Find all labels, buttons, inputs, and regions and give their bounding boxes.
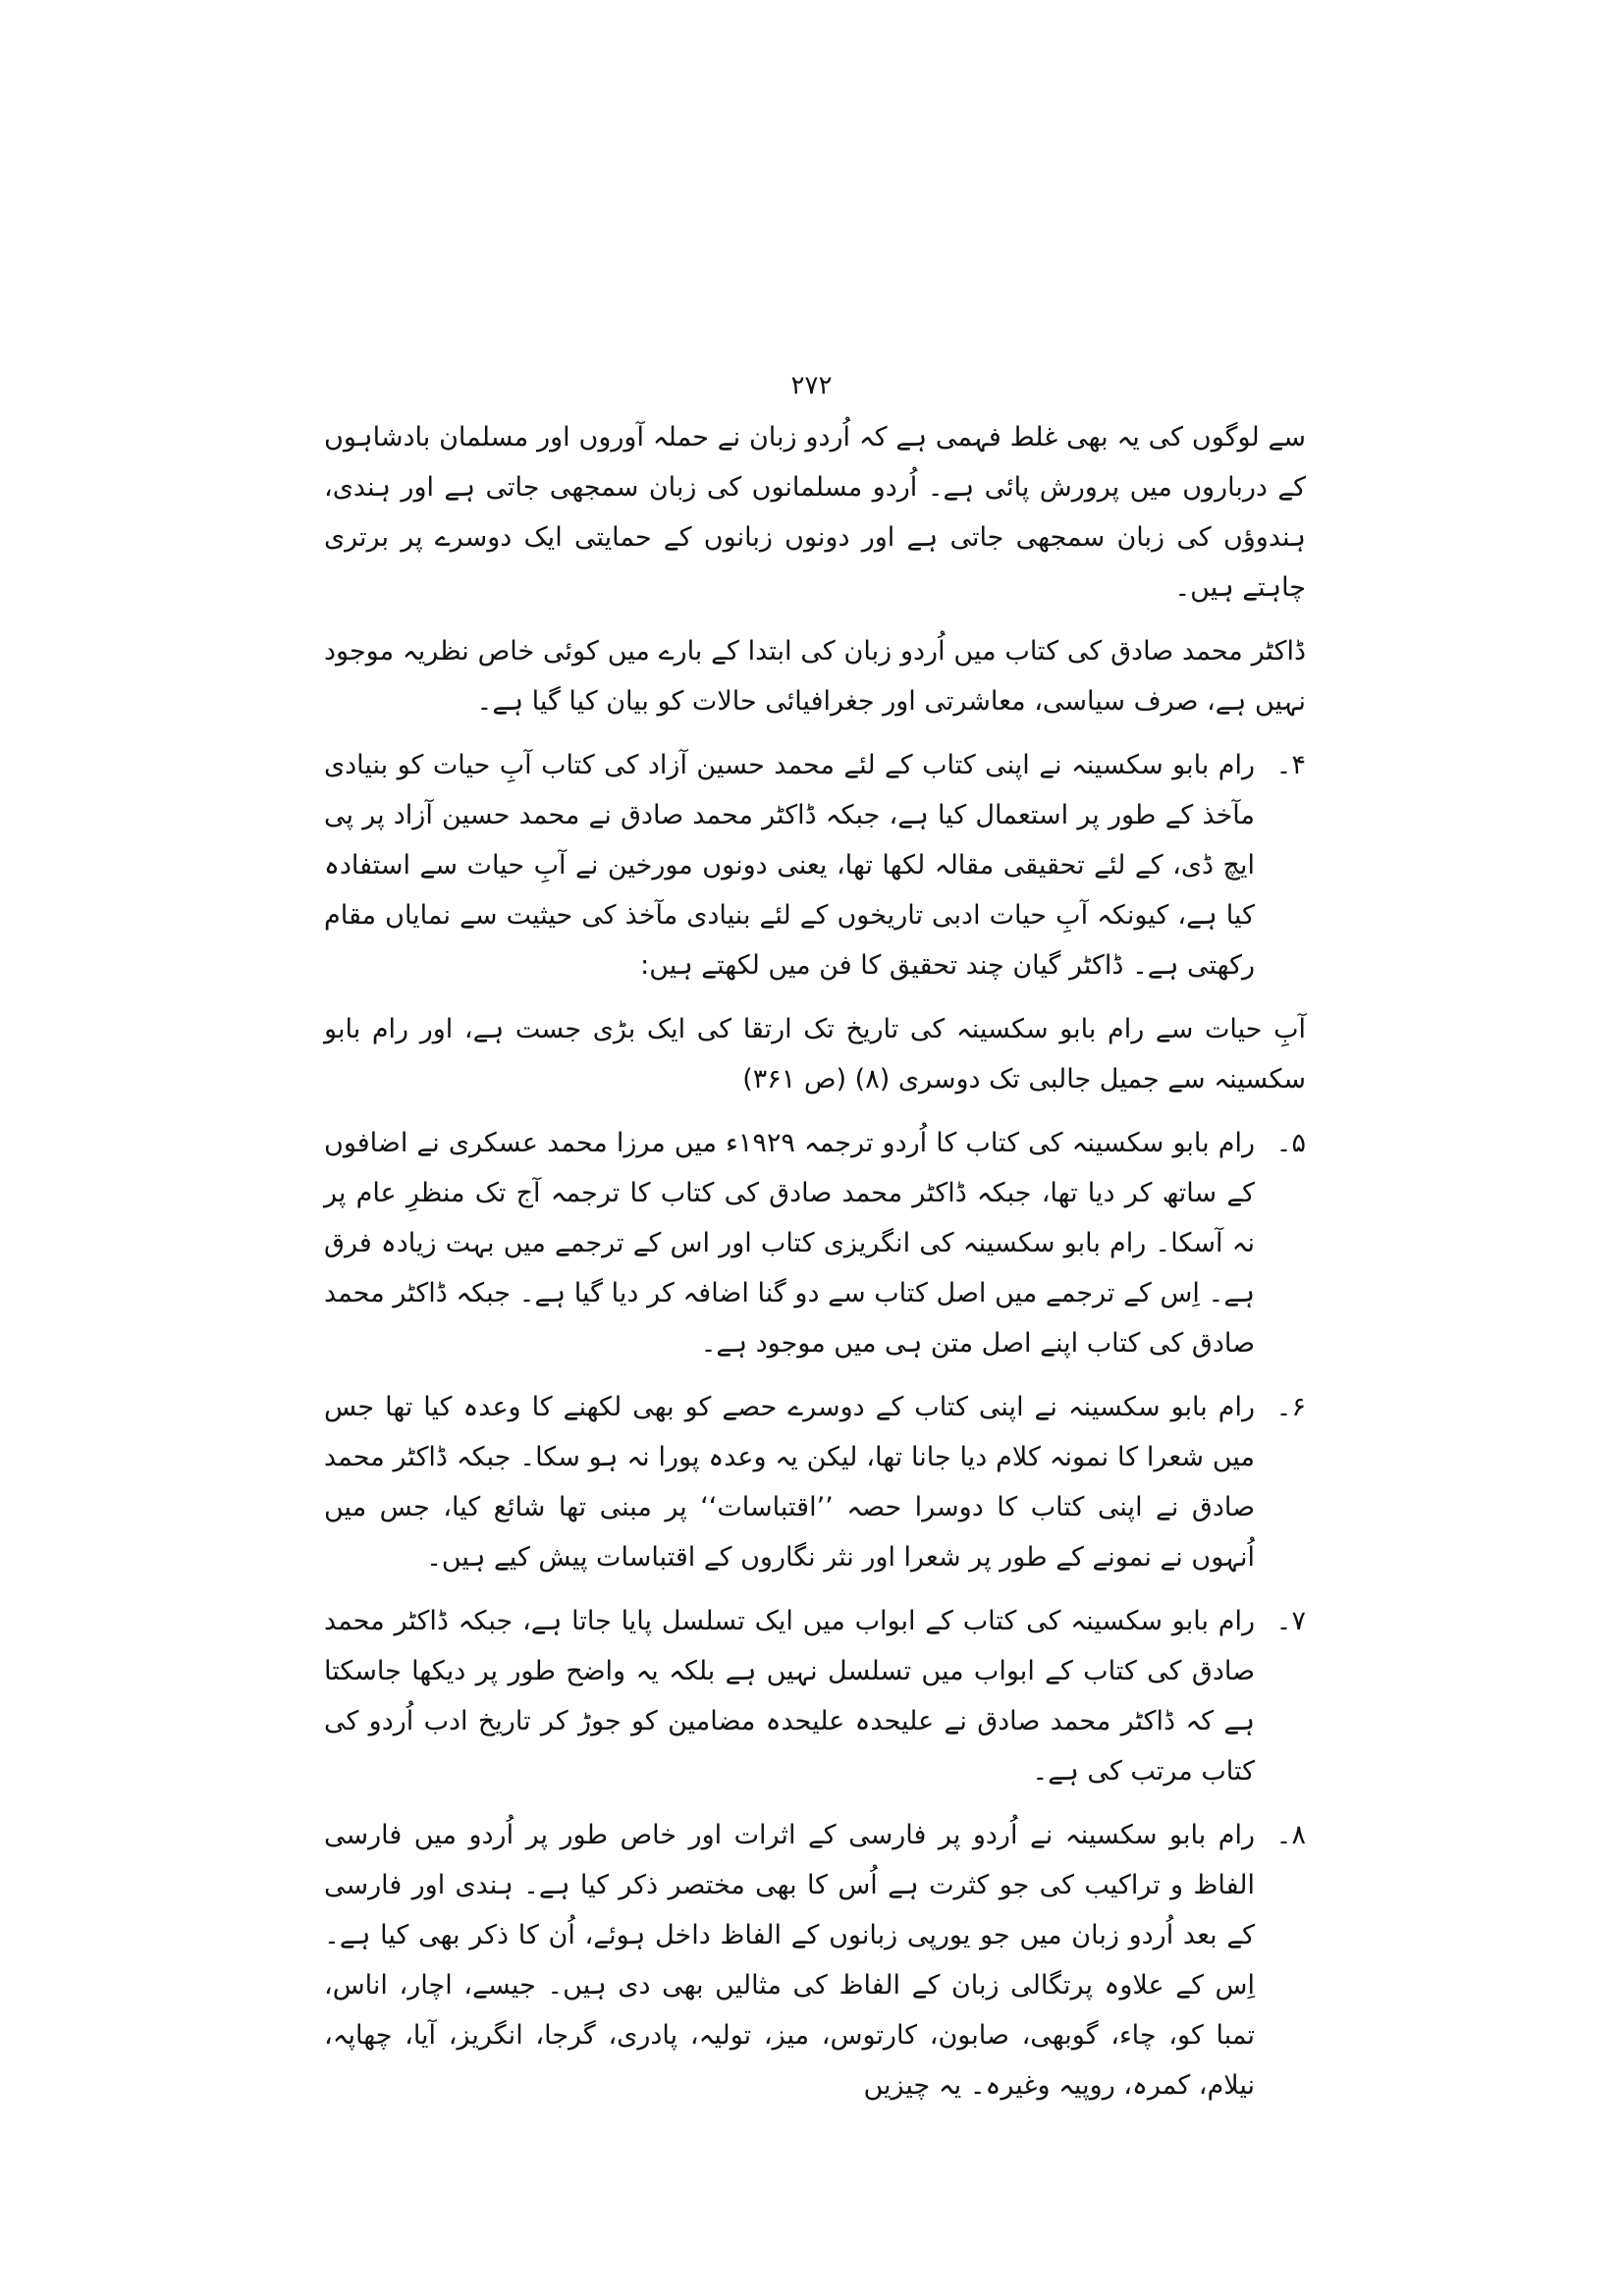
list-item-number: ۷۔ [1275,1606,1306,1636]
list-item-number: ۴۔ [1275,750,1306,780]
page-number: ۲۷۲ [790,371,833,400]
list-item-text: رام بابو سکسینہ نے اپنی کتاب کے دوسرے حصے کو بھی لکھنے کا وعدہ کیا تھا جس میں شعرا کا نمونہ کلام دیا جانا تھا، لیکن یہ وعدہ پورا نہ ہو سکا۔ جبکہ ڈاکٹر محمد صادق نے اپنی کتاب کا دوسرا حصہ ’’اقتباسات‘‘ پر مبنی تھا شائع کیا، جس میں اُنہوں نے نمونے کے طور پر شعرا اور نثر نگاروں کے اقتباسات پیش کیے ہیں۔ [324,1392,1255,1573]
list-item-number: ۸۔ [1275,1820,1306,1850]
block-quote: آبِ حیات سے رام بابو سکسینہ کی تاریخ تک ارتقا کی ایک بڑی جست ہے، اور رام بابو سکسینہ سے جمیل جالبی تک دوسری (۸) (ص ۳۶۱) [324,1014,1306,1095]
list-item-6 [324,1382,1306,1582]
paragraph-gap [324,990,1306,1004]
paragraph-gap [324,1796,1306,1810]
second-paragraph: ڈاکٹر محمد صادق کی کتاب میں اُردو زبان کی ابتدا کے بارے میں کوئی خاص نظریہ موجود نہیں ہے، صرف سیاسی، معاشرتی اور جغرافیائی حالات کو بیان کیا گیا ہے۔ [324,636,1306,717]
list-item-number: ۵۔ [1275,1128,1306,1158]
list-item-4 [324,740,1306,990]
list-item-5 [324,1118,1306,1368]
list-item-number: ۶۔ [1275,1392,1306,1422]
paragraph-gap [324,613,1306,626]
list-item-text: رام بابو سکسینہ کی کتاب کے ابواب میں ایک تسلسل پایا جاتا ہے، جبکہ ڈاکٹر محمد صادق کی کتاب کے ابواب میں تسلسل نہیں ہے بلکہ یہ واضح طور پر دیکھا جاسکتا ہے کہ ڈاکٹر محمد صادق نے علیحدہ علیحدہ مضامین کو جوڑ کر تاریخ ادب اُردو کی کتاب مرتب کی ہے۔ [324,1606,1255,1787]
list-item-text: رام بابو سکسینہ نے اُردو پر فارسی کے اثرات اور خاص طور پر اُردو میں فارسی الفاظ و تراکیب کی جو کثرت ہے اُس کا بھی مختصر ذکر کیا ہے۔ ہندی اور فارسی کے بعد اُردو زبان میں جو یورپی زبانوں کے الفاظ داخل ہوئے، اُن کا ذکر بھی کیا ہے۔ اِس کے علاوہ پرتگالی زبان کے الفاظ کی مثالیں بھی دی ہیں۔ جیسے، اچار، اناس، تمبا کو، چاء، گوبھی، صابون، کارتوس، میز، تولیہ، پادری، گرجا، انگریز، آیا، چھاپہ، نیلام، کمرہ، روپیہ وغیرہ۔ یہ چیزیں [324,1820,1255,2101]
list-item-text: رام بابو سکسینہ کی کتاب کا اُردو ترجمہ ۱۹۲۹ء میں مرزا محمد عسکری نے اضافوں کے ساتھ کر دیا تھا، جبکہ ڈاکٹر محمد صادق کی کتاب کا ترجمہ آج تک منظرِ عام پر نہ آسکا۔ رام بابو سکسینہ کی انگریزی کتاب اور اس کے ترجمے میں بہت زیادہ فرق ہے۔ اِس کے ترجمے میں اصل کتاب سے دو گنا اضافہ کر دیا گیا ہے۔ جبکہ ڈاکٹر محمد صادق کی کتاب اپنے اصل متن ہی میں موجود ہے۔ [324,1128,1255,1359]
list-item-8 [324,1810,1306,2110]
body-text [324,412,1306,2110]
list-item-7 [324,1596,1306,1796]
paragraph-gap [324,726,1306,740]
paragraph-gap [324,1582,1306,1596]
intro-paragraph: سے لوگوں کی یہ بھی غلط فہمی ہے کہ اُردو زبان نے حملہ آوروں اور مسلمان بادشاہوں کے درباروں میں پرورش پائی ہے۔ اُردو مسلمانوں کی زبان سمجھی جاتی ہے اور ہندی، ہندوؤں کی زبان سمجھی جاتی ہے اور دونوں زبانوں کے حمایتی ایک دوسرے پر برتری چاہتے ہیں۔ [324,422,1306,603]
paragraph-gap [324,1104,1306,1118]
list-item-text: رام بابو سکسینہ نے اپنی کتاب کے لئے محمد حسین آزاد کی کتاب آبِ حیات کو بنیادی مآخذ کے طور پر استعمال کیا ہے، جبکہ ڈاکٹر محمد صادق نے محمد حسین آزاد پر پی ایچ ڈی، کے لئے تحقیقی مقالہ لکھا تھا، یعنی دونوں مورخین نے آبِ حیات سے استفادہ کیا ہے، کیونکہ آبِ حیات ادبی تاریخوں کے لئے بنیادی مآخذ کی حیثیت سے نمایاں مقام رکھتی ہے۔ ڈاکٹر گیان چند تحقیق کا فن میں لکھتے ہیں: [324,750,1255,981]
paragraph-gap [324,1368,1306,1382]
